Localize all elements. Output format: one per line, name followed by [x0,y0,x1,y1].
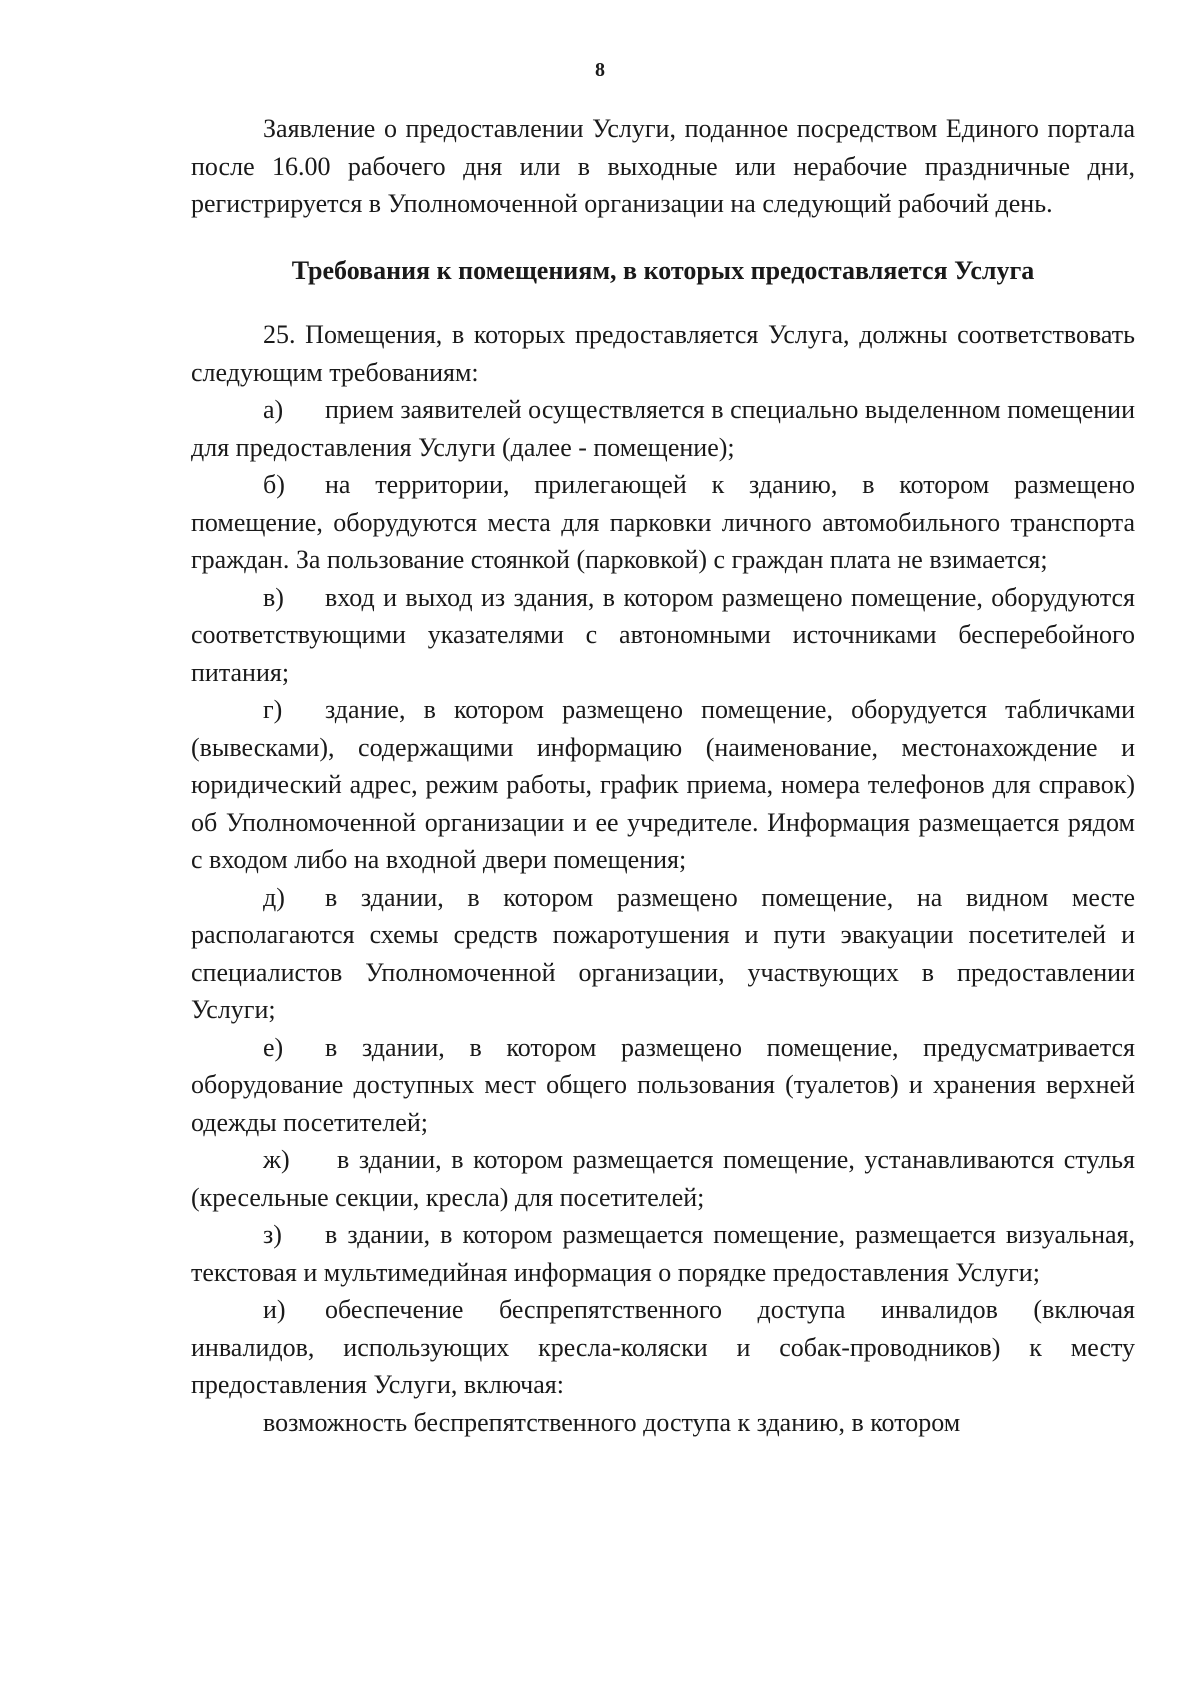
list-item-d [191,879,1135,1029]
clause-text: Помещения, в которых предоставляется Услуга, должны соответствовать следующим требованиям: [191,320,1136,387]
item-label: ж) [263,1145,290,1174]
item-label: и) [263,1295,286,1324]
item-label: г) [263,695,283,724]
list-item-b [191,466,1135,579]
item-text: вход и выход из здания, в котором размещено помещение, оборудуются соответствующими указателями с автономными источниками бесперебойного питания; [191,582,1135,687]
list-item-e [191,1029,1135,1142]
clause-25 [191,316,1135,391]
item-text: в здании, в котором размещается помещение, устанавливаются стулья (кресельные секции, кресла) для посетителей; [191,1145,1135,1212]
item-text: на территории, прилегающей к зданию, в котором размещено помещение, оборудуются места для парковки личного автомобильного транспорта граждан. За пользование стоянкой (парковкой) с граждан плата не взимается; [191,470,1135,574]
clause-number: 25. [263,320,296,349]
final-line: возможность беспрепятственного доступа к зданию, в котором [263,1407,961,1437]
item-text: в здании, в котором размещено помещение, на видном месте располагаются схемы средств пожаротушения и пути эвакуации посетителей и специалистов Уполномоченной организации, участвующих в предоставлении Услуги; [191,882,1135,1024]
item-text: обеспечение беспрепятственного доступа инвалидов (включая инвалидов, использующих кресла-коляски и собак-проводников) к месту предоставления Услуги, включая: [191,1295,1135,1399]
item-label: в) [263,582,284,612]
item-text: в здании, в котором размещается помещение, размещается визуальная, текстовая и мультимедийная информация о порядке предоставления Услуги; [191,1220,1135,1287]
document-body [191,110,1135,1441]
item-label: д) [263,882,285,912]
item-label: з) [263,1220,282,1249]
item-text: в здании, в котором размещено помещение, предусматривается оборудование доступных мест общего пользования (туалетов) и хранения верхней одежды посетителей; [191,1032,1135,1137]
list-item-i [191,1291,1135,1404]
list-item-zh [191,1141,1135,1216]
item-label: а) [263,395,284,424]
page-number: 8 [595,59,605,81]
list-item-z [191,1216,1135,1291]
list-item-v [191,579,1135,692]
list-item-a [191,391,1135,466]
item-label: б) [263,470,285,499]
item-text: прием заявителей осуществляется в специально выделенном помещении для предоставления Услуги (далее - помещение); [191,395,1135,462]
item-text: здание, в котором размещено помещение, оборудуется табличками (вывесками), содержащими информацию (наименование, местонахождение и юридический адрес, режим работы, график приема, номера телефонов для справок) об Уполномоченной организации и ее учредителе. Информация размещается рядом с входом либо на входной двери помещения; [191,695,1135,874]
intro-paragraph: Заявление о предоставлении Услуги, поданное посредством Единого портала после 16.00 рабочего дня или в выходные или нерабочие праздничные дни, регистрируется в Уполномоченной организации на следующий рабочий день. [191,114,1135,218]
item-label: е) [263,1032,284,1062]
section-heading: Требования к помещениям, в которых предоставляется Услуга [291,255,1035,285]
list-item-g [191,691,1135,879]
